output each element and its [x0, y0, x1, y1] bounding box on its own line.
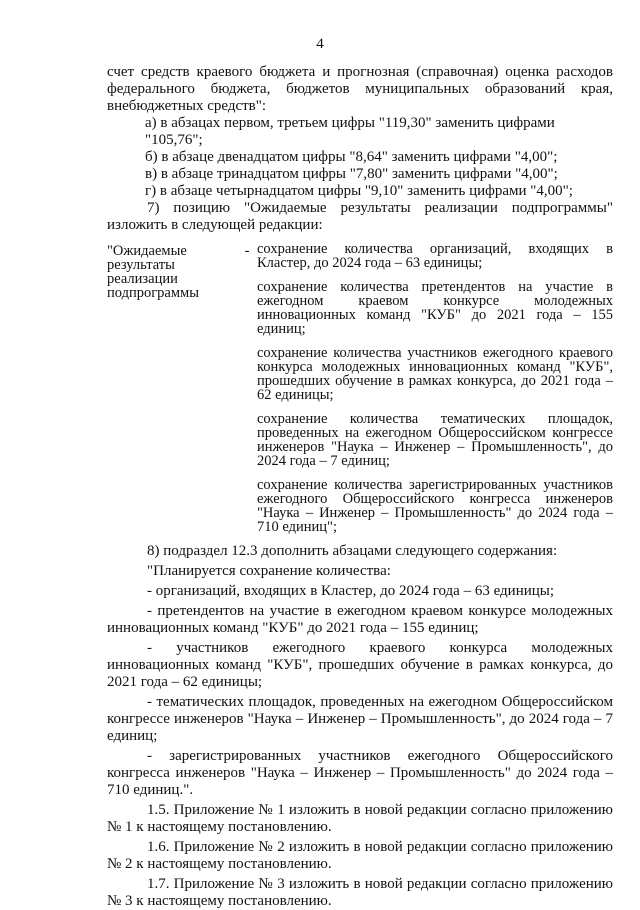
planned-item: - претендентов на участие в ежегодном краевом конкурсе молодежных инновационных команд "КУБ" до 2021 года – 155 единиц;: [107, 603, 613, 636]
document-body: [107, 64, 613, 910]
position-item: сохранение количества тематических площадок, проведенных на ежегодном Общероссийском конгрессе инженеров "Наука – Инженер – Промышленность", до 2024 года – 7 единиц;: [257, 411, 613, 469]
replacement-b: б) в абзаце двенадцатом цифры "8,64" заменить цифрами "4,00";: [145, 149, 558, 165]
replacement-a: а) в абзацах первом, третьем цифры "119,30" заменить цифрами "105,76";: [145, 115, 555, 148]
position-item: сохранение количества зарегистрированных участников ежегодного Общероссийского конгресса инженеров "Наука – Инженер – Промышленность" до 2024 года – 710 единиц";: [257, 477, 613, 535]
planned-item: - тематических площадок, проведенных на ежегодном Общероссийском конгрессе инженеров "Наука – Инженер – Промышленность", до 2024 года – 7 единиц;: [107, 694, 613, 744]
item-8-paragraph: 8) подраздел 12.3 дополнить абзацами следующего содержания:: [147, 543, 558, 559]
position-items: [257, 242, 613, 534]
intro-paragraph: счет средств краевого бюджета и прогнозная (справочная) оценка расходов федерального бюджета, бюджетов муниципальных образований края, внебюджетных средств":: [107, 64, 613, 114]
replacement-d: г) в абзаце четырнадцатом цифры "9,10" заменить цифрами "4,00";: [145, 183, 573, 199]
replacement-c: в) в абзаце тринадцатом цифры "7,80" заменить цифрами "4,00";: [145, 166, 558, 182]
clause-1-7: 1.7. Приложение № 3 изложить в новой редакции согласно приложению № 3 к настоящему постановлению.: [107, 876, 613, 909]
planned-item: - участников ежегодного краевого конкурса молодежных инновационных команд "КУБ", прошедших обучение в рамках конкурса, до 2021 года – 62 единицы;: [107, 640, 613, 690]
position-item: сохранение количества претендентов на участие в ежегодном краевом конкурсе молодежных инновационных команд "КУБ" до 2021 года – 155 единиц;: [257, 279, 613, 337]
clause-1-5: 1.5. Приложение № 1 изложить в новой редакции согласно приложению № 1 к настоящему постановлению.: [107, 802, 613, 835]
position-label: "Ожидаемые результаты реализации подпрограммы: [107, 243, 199, 301]
position-dash: -: [244, 243, 250, 259]
item-7-paragraph: 7) позицию "Ожидаемые результаты реализации подпрограммы" изложить в следующей редакции:: [107, 200, 613, 233]
planned-intro: "Планируется сохранение количества:: [147, 563, 391, 579]
subsection-12-3-additions: [107, 543, 613, 910]
position-item: сохранение количества участников ежегодного краевого конкурса молодежных инновационных команд "КУБ", прошедших обучение в рамках конкурса, до 2021 года – 62 единицы;: [257, 345, 613, 403]
expected-results-position: [107, 242, 613, 534]
position-item: сохранение количества организаций, входящих в Кластер, до 2024 года – 63 единицы;: [257, 241, 613, 271]
page-number: 4: [316, 36, 324, 52]
planned-item: - организаций, входящих в Кластер, до 2024 года – 63 единицы;: [147, 583, 555, 599]
clause-1-6: 1.6. Приложение № 2 изложить в новой редакции согласно приложению № 2 к настоящему постановлению.: [107, 839, 613, 872]
planned-item: - зарегистрированных участников ежегодного Общероссийского конгресса инженеров "Наука – Инженер – Промышленность" до 2024 года – 710 единиц.".: [107, 748, 613, 798]
